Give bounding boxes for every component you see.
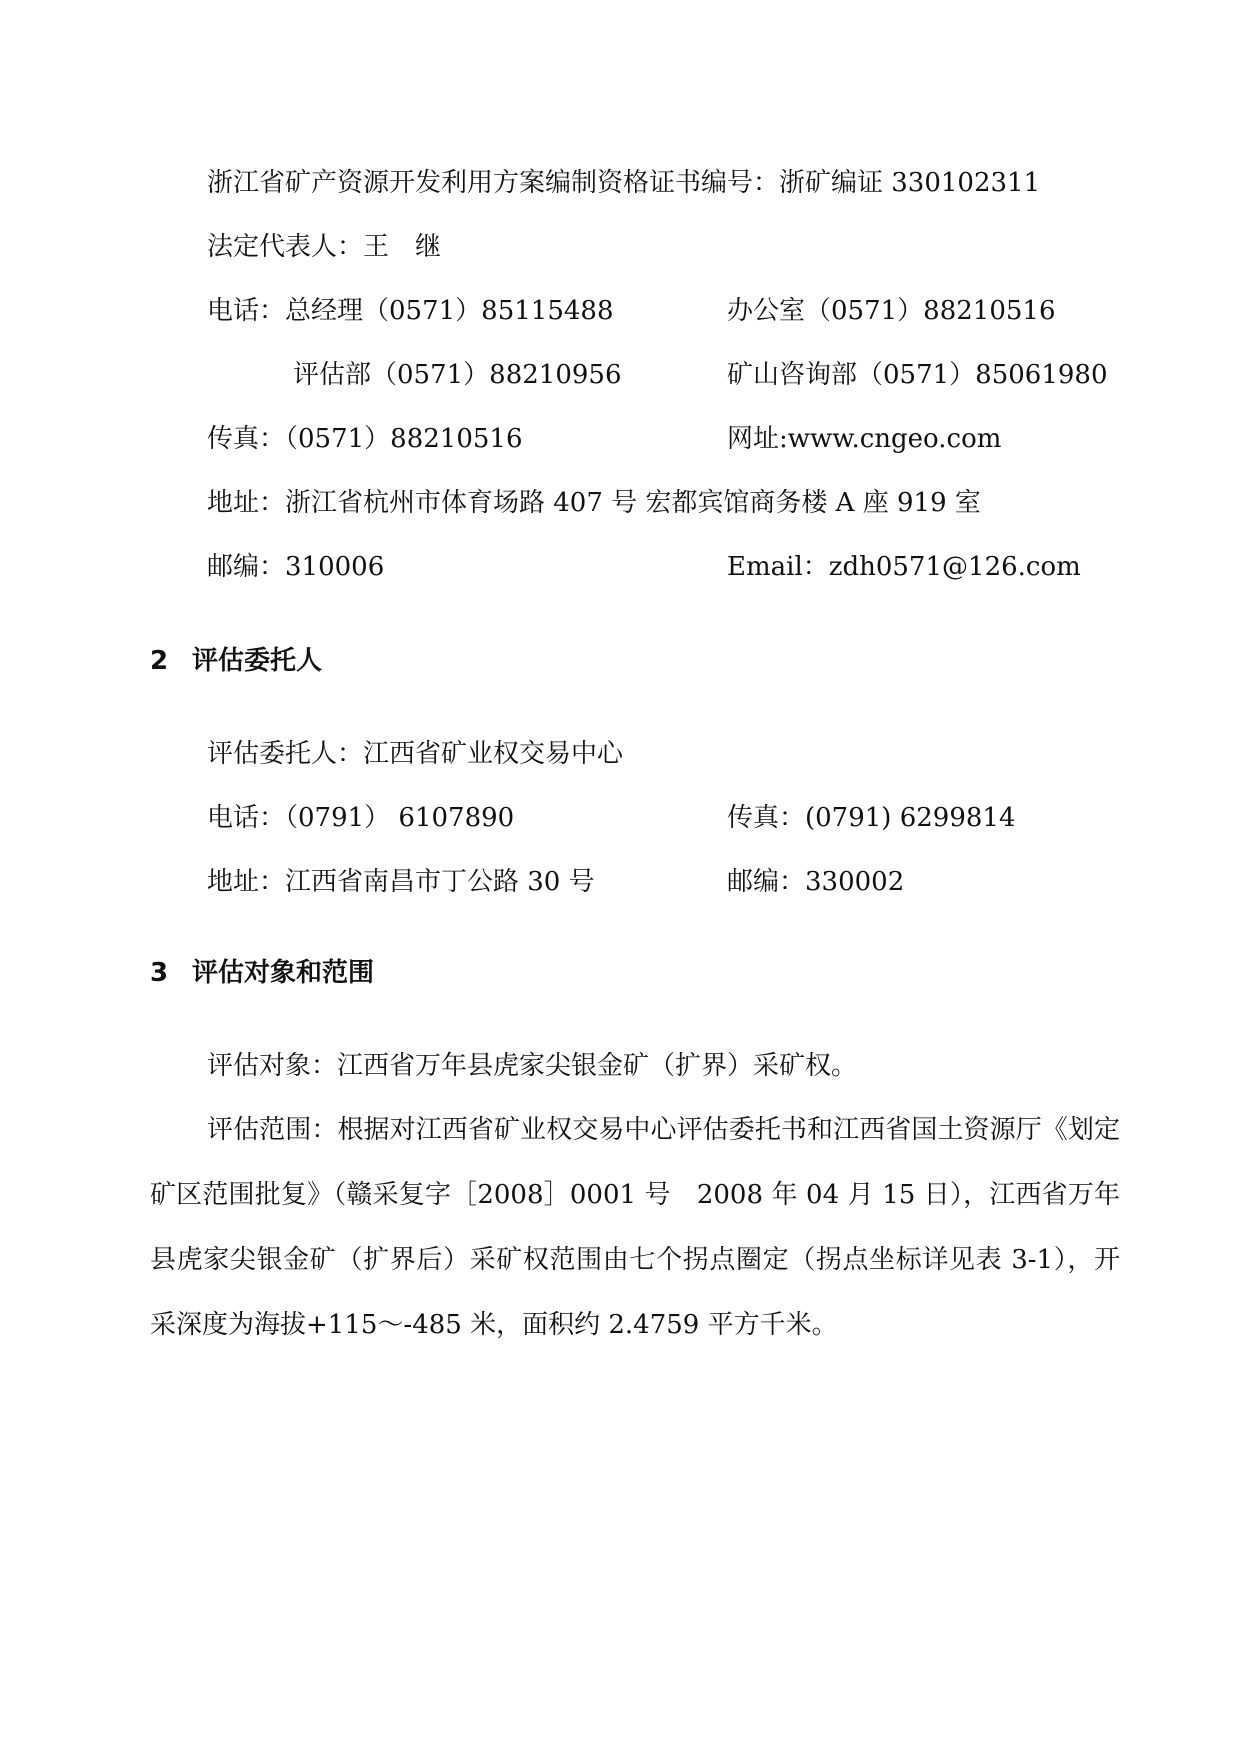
phone-row-1 — [207, 294, 1207, 328]
client-address: 地址：江西省南昌市丁公路 30 号 — [207, 867, 595, 897]
phone-row-2 — [293, 358, 1193, 392]
postcode: 邮编：310006 — [207, 552, 385, 582]
client-phone: 电话：（0791） 6107890 — [207, 803, 515, 833]
fax-row — [207, 422, 1207, 456]
phone-mining-consulting: 矿山咨询部（0571）85061980 — [727, 360, 1108, 390]
email: Email：zdh0571@126.com — [727, 552, 1081, 582]
section-2-heading — [150, 644, 322, 678]
section-3-title: 评估对象和范围 — [192, 958, 375, 988]
phone-office: 办公室（0571）88210516 — [727, 296, 1056, 326]
section-2-number: 2 — [150, 646, 169, 676]
company-address: 地址：浙江省杭州市体育场路 407 号 宏都宾馆商务楼 A 座 919 室 — [207, 488, 981, 518]
client-phone-row — [207, 801, 1207, 835]
client-name: 评估委托人：江西省矿业权交易中心 — [207, 739, 624, 769]
client-postcode: 邮编：330002 — [727, 867, 905, 897]
phone-evaluation-dept: 评估部（0571）88210956 — [293, 360, 622, 390]
website: 网址:www.cngeo.com — [727, 424, 1002, 454]
phone-general-manager: 电话：总经理（0571）85115488 — [207, 296, 614, 326]
evaluation-object: 评估对象：江西省万年县虎家尖银金矿（扩界）采矿权。 — [207, 1051, 858, 1081]
postcode-row — [207, 550, 1207, 584]
client-address-row — [207, 865, 1207, 899]
client-fax: 传真：(0791) 6299814 — [727, 803, 1016, 833]
fax-number: 传真：（0571）88210516 — [207, 424, 523, 454]
section-2-title: 评估委托人 — [192, 646, 323, 676]
section-3-heading — [150, 956, 374, 990]
certificate-line: 浙江省矿产资源开发利用方案编制资格证书编号：浙矿编证 330102311 — [207, 168, 1041, 198]
section-3-number: 3 — [150, 958, 169, 988]
legal-representative: 法定代表人：王 继 — [207, 232, 442, 262]
evaluation-scope-paragraph: 评估范围：根据对江西省矿业权交易中心评估委托书和江西省国土资源厅《划定矿区范围批复》（赣采复字［2008］0001 号 2008 年 04 月 15 日），江西省万年县虎家尖银金矿（扩界后）采矿权范围由七个拐点圈定（拐点坐标详见表 3-1），开采深度为海拔+115～-485 米，面积约 2.4759 平方千米。 — [150, 1115, 1120, 1340]
